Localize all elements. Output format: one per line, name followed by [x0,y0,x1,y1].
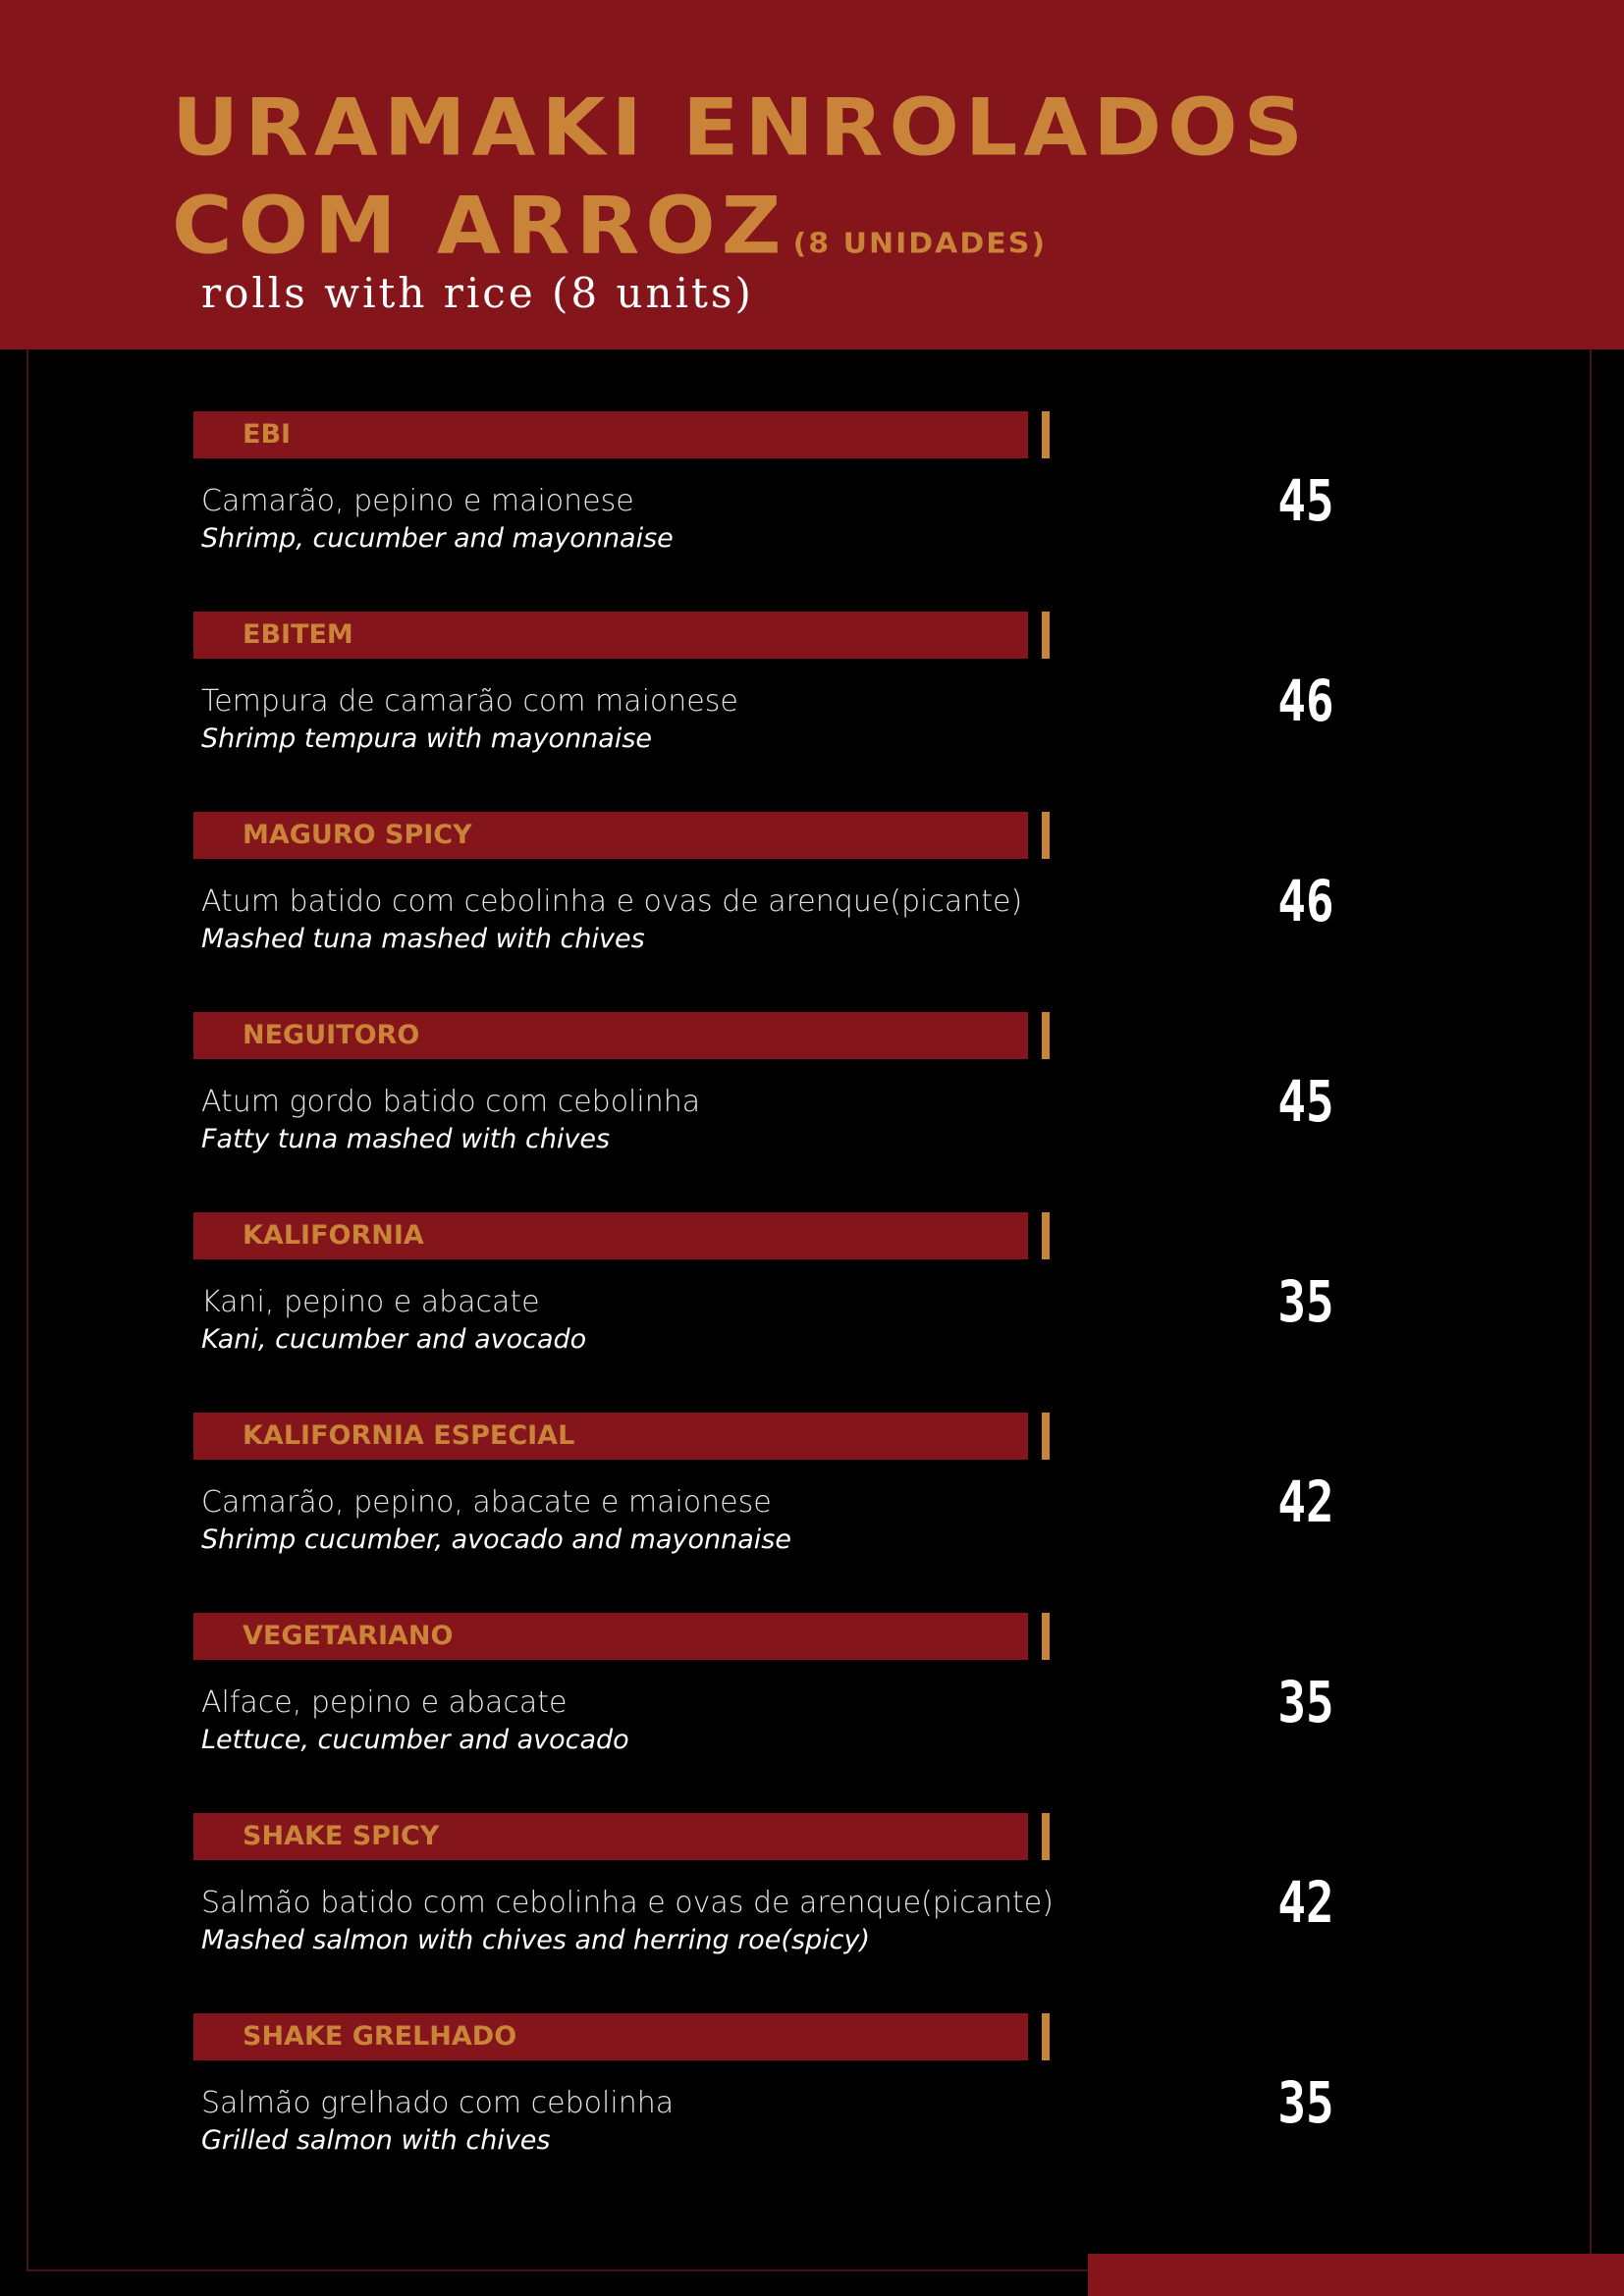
item-price: 35 [1277,2069,1334,2136]
menu-item-neguitoro [0,1012,1624,1179]
item-name: SHAKE GRELHADO [243,2021,517,2052]
item-description-en: Mashed tuna mashed with chives [201,924,645,954]
item-description-pt: Atum batido com cebolinha e ovas de arenque(picante) [201,884,1023,919]
item-name-accent [1042,1413,1050,1460]
item-name-accent [1042,411,1050,458]
item-name: KALIFORNIA [243,1220,424,1251]
item-name: MAGURO SPICY [243,820,472,850]
item-name-accent [1042,1813,1050,1860]
menu-item-ebitem [0,612,1624,778]
item-name-accent [1042,2013,1050,2060]
item-description-pt: Kani, pepino e abacate [201,1285,540,1319]
item-description-en: Grilled salmon with chives [201,2125,551,2156]
item-name: EBI [243,419,292,450]
item-name-bar [193,1212,1028,1259]
page-title-line-2 [172,180,1048,272]
item-description-pt: Salmão grelhado com cebolinha [201,2086,675,2120]
menu-item-kalifornia [0,1212,1624,1379]
menu-item-shake-spicy [0,1813,1624,1980]
item-name-bar [193,411,1028,458]
item-name: KALIFORNIA ESPECIAL [243,1420,575,1451]
item-description-en: Shrimp cucumber, avocado and mayonnaise [201,1524,791,1555]
menu-item-shake-grelhado [0,2013,1624,2180]
menu-item-ebi [0,411,1624,578]
item-description-pt: Camarão, pepino e maionese [201,484,634,518]
item-name-bar [193,1613,1028,1660]
page-title-line-2-text: COM ARROZ [172,180,787,272]
item-description-pt: Salmão batido com cebolinha e ovas de arenque(picante) [201,1886,1054,1920]
corner-decoration [1088,2254,1624,2296]
item-price: 46 [1277,868,1334,934]
item-price: 42 [1277,1869,1334,1936]
menu-item-maguro-spicy [0,812,1624,979]
item-name-bar [193,1012,1028,1059]
item-name-accent [1042,1613,1050,1660]
item-description-pt: Atum gordo batido com cebolinha [201,1085,701,1119]
item-name-accent [1042,1212,1050,1259]
item-price: 42 [1277,1468,1334,1535]
item-name-accent [1042,612,1050,659]
item-name-accent [1042,1012,1050,1059]
item-price: 45 [1277,1068,1334,1135]
item-description-en: Shrimp, cucumber and mayonnaise [201,523,674,554]
item-name: EBITEM [243,619,353,650]
menu-item-vegetariano [0,1613,1624,1780]
item-description-en: Kani, cucumber and avocado [201,1324,587,1355]
item-description-en: Mashed salmon with chives and herring roe(spicy) [201,1925,871,1955]
item-name-bar [193,612,1028,659]
item-description-pt: Tempura de camarão com maionese [201,684,738,719]
title-units: (8 UNIDADES) [792,227,1048,261]
item-description-en: Shrimp tempura with mayonnaise [201,723,653,754]
menu-item-kalifornia-especial [0,1413,1624,1579]
item-name-bar [193,1813,1028,1860]
item-name-bar [193,1413,1028,1460]
item-description-pt: Camarão, pepino, abacate e maionese [201,1485,772,1520]
item-price: 45 [1277,467,1334,534]
item-name: VEGETARIANO [243,1621,454,1651]
item-description-pt: Alface, pepino e abacate [201,1685,568,1720]
item-description-en: Lettuce, cucumber and avocado [201,1725,629,1755]
item-name-bar [193,2013,1028,2060]
item-name-bar [193,812,1028,859]
item-name-accent [1042,812,1050,859]
page-title-line-1: URAMAKI ENROLADOS [172,81,1310,174]
menu-header [0,0,1624,349]
item-name: SHAKE SPICY [243,1821,440,1851]
item-price: 35 [1277,1669,1334,1735]
item-price: 35 [1277,1268,1334,1335]
page-subtitle: rolls with rice (8 units) [201,269,754,317]
item-description-en: Fatty tuna mashed with chives [201,1124,611,1154]
item-name: NEGUITORO [243,1020,420,1050]
item-price: 46 [1277,667,1334,734]
